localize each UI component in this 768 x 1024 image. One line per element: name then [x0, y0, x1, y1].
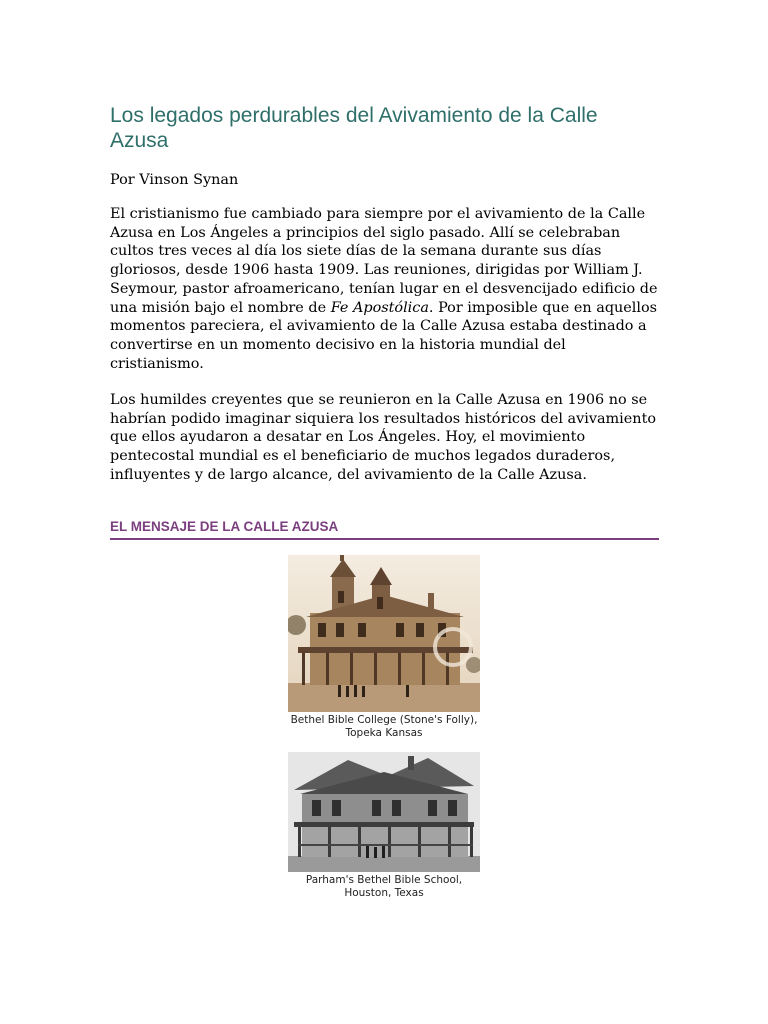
article-title: Los legados perdurables del Avivamiento de la Calle Azusa	[110, 104, 598, 152]
caption-line: Parham's Bethel Bible School,	[305, 874, 463, 886]
mission-name-italic: Fe Apostólica	[330, 299, 429, 316]
figure-caption	[288, 874, 480, 899]
figure-bethel-college	[288, 555, 480, 739]
caption-line: Houston, Texas	[344, 886, 424, 899]
bethel-college-photo	[288, 555, 480, 712]
figure-caption	[288, 714, 480, 739]
caption-line: Bethel Bible College (Stone's Folly),	[290, 714, 478, 726]
section-heading: EL MENSAJE DE LA CALLE AZUSA	[110, 519, 659, 540]
paragraph-intro-text-b: . Por imposible que en aquellos momentos pareciera, el avivamiento de la Calle Azusa estaba destinado a convertirse en un momento decisivo en la historia mundial del cristianismo.	[110, 299, 658, 372]
paragraph-legacy: Los humildes creyentes que se reunieron en la Calle Azusa en 1906 no se habrían podido imaginar siquiera los resultados históricos del avivamiento que ellos ayudaron a desatar en Los Ángeles. Hoy, el movimiento pentecostal mundial es el beneficiario de muchos legados duraderos, influyentes y de largo alcance, del avivamiento de la Calle Azusa.	[110, 392, 657, 483]
paragraph-intro	[110, 205, 660, 373]
caption-line: Topeka Kansas	[345, 726, 423, 739]
figure-bethel-school	[288, 752, 480, 899]
bethel-school-photo	[288, 752, 480, 872]
article-author: Por Vinson Synan	[110, 172, 239, 188]
paragraph-intro-text-a: El cristianismo fue cambiado para siempre por el avivamiento de la Calle Azusa en Los Ángeles a principios del siglo pasado. Allí se celebraban cultos tres veces al día los siete días de la semana durante sus días gloriosos, desde 1906 hasta 1909. Las reuniones, dirigidas por William J. Seymour, pastor afroamericano, tenían lugar en el desvencijado edificio de una misión bajo el nombre de	[110, 206, 658, 316]
